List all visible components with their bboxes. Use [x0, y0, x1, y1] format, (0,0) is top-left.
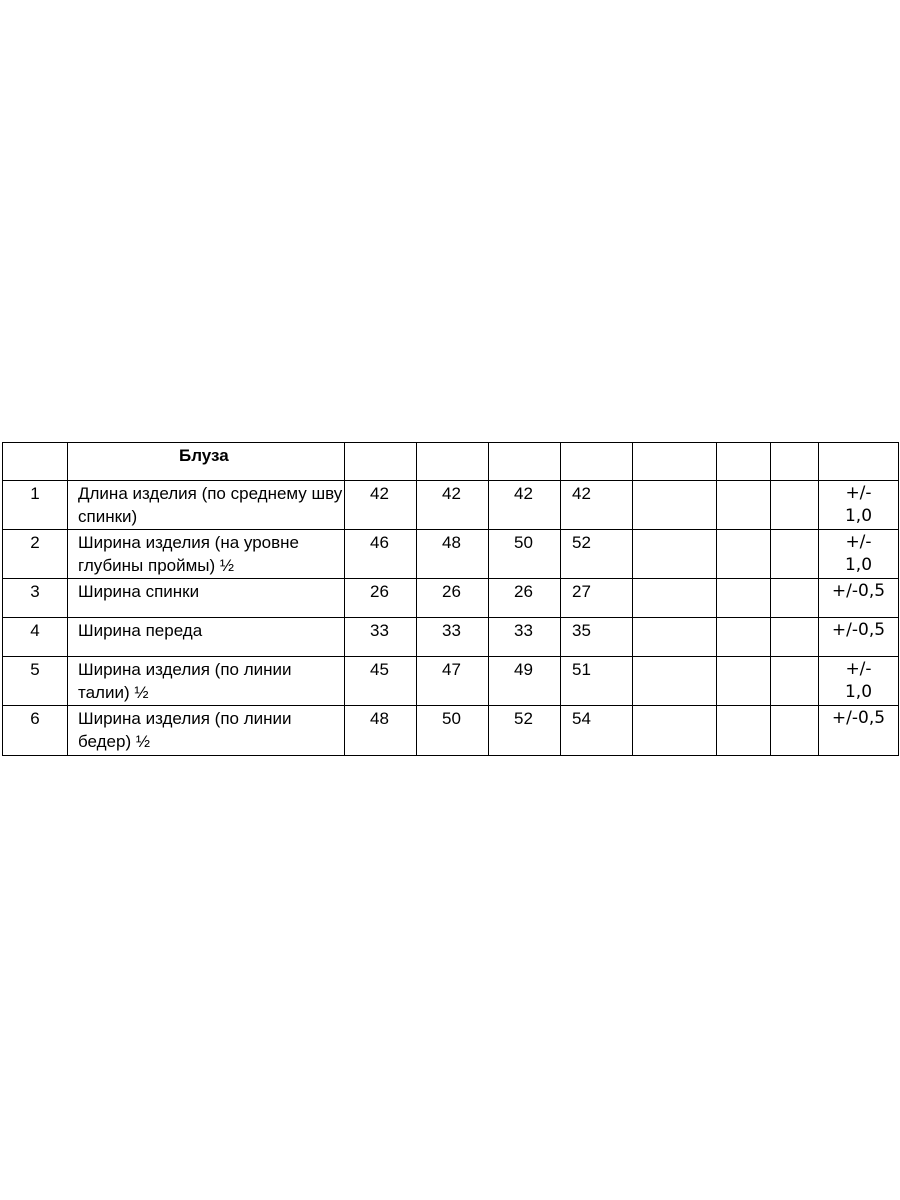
empty-cell: [717, 579, 771, 618]
size-value: 51: [561, 657, 633, 706]
measurement-name: Ширина переда: [68, 618, 345, 657]
tolerance-value: +/-0,5: [831, 581, 886, 601]
header-cell: [561, 443, 633, 481]
header-cell: [771, 443, 819, 481]
empty-cell: [717, 530, 771, 579]
header-cell: [633, 443, 717, 481]
measurement-name: Длина изделия (по среднему шву спинки): [68, 481, 345, 530]
tolerance-value: +/-0,5: [831, 708, 886, 728]
tolerance-cell: [819, 530, 899, 579]
header-cell-num: [3, 443, 68, 481]
header-cell: [489, 443, 561, 481]
tolerance-value: 1,0: [844, 682, 873, 702]
size-value: 52: [561, 530, 633, 579]
empty-cell: [633, 618, 717, 657]
size-value: 35: [561, 618, 633, 657]
tolerance-value: 1,0: [844, 506, 873, 526]
empty-cell: [771, 579, 819, 618]
empty-cell: [771, 481, 819, 530]
tolerance-value: 1,0: [844, 555, 873, 575]
measurement-name: Ширина изделия (по линии бедер) ½: [68, 706, 345, 756]
size-value: 33: [345, 618, 417, 657]
tolerance-cell: [819, 481, 899, 530]
row-number: 2: [3, 530, 68, 579]
table-title: Блуза: [68, 443, 345, 481]
measurement-name: Ширина изделия (по линии талии) ½: [68, 657, 345, 706]
tolerance-value: +/-: [845, 532, 872, 552]
size-value: 33: [417, 618, 489, 657]
empty-cell: [717, 481, 771, 530]
tolerance-cell: [819, 579, 899, 618]
empty-cell: [717, 618, 771, 657]
empty-cell: [771, 657, 819, 706]
size-value: 46: [345, 530, 417, 579]
size-value: 49: [489, 657, 561, 706]
size-value: 50: [489, 530, 561, 579]
table-row: [3, 579, 899, 618]
row-number: 3: [3, 579, 68, 618]
tolerance-cell: [819, 706, 899, 756]
size-value: 47: [417, 657, 489, 706]
size-value: 48: [345, 706, 417, 756]
tolerance-value: +/-: [845, 659, 872, 679]
empty-cell: [717, 657, 771, 706]
size-value: 42: [417, 481, 489, 530]
empty-cell: [717, 706, 771, 756]
size-value: 42: [345, 481, 417, 530]
size-value: 33: [489, 618, 561, 657]
size-value: 26: [417, 579, 489, 618]
row-number: 5: [3, 657, 68, 706]
row-number: 4: [3, 618, 68, 657]
tolerance-cell: [819, 618, 899, 657]
empty-cell: [633, 579, 717, 618]
table-row: [3, 481, 899, 530]
header-cell: [345, 443, 417, 481]
empty-cell: [633, 657, 717, 706]
table-row: [3, 618, 899, 657]
size-value: 45: [345, 657, 417, 706]
table-row: [3, 530, 899, 579]
size-value: 26: [489, 579, 561, 618]
size-value: 54: [561, 706, 633, 756]
tolerance-cell: [819, 657, 899, 706]
size-value: 48: [417, 530, 489, 579]
tolerance-value: +/-0,5: [831, 620, 886, 640]
header-row: [3, 443, 899, 481]
row-number: 6: [3, 706, 68, 756]
header-cell: [819, 443, 899, 481]
size-value: 26: [345, 579, 417, 618]
empty-cell: [771, 618, 819, 657]
empty-cell: [771, 706, 819, 756]
size-table: [2, 442, 899, 756]
measurement-name: Ширина изделия (на уровне глубины проймы) ½: [68, 530, 345, 579]
tolerance-value: +/-: [845, 483, 872, 503]
size-value: 42: [561, 481, 633, 530]
table-row: [3, 706, 899, 756]
size-value: 52: [489, 706, 561, 756]
size-value: 50: [417, 706, 489, 756]
header-cell: [717, 443, 771, 481]
row-number: 1: [3, 481, 68, 530]
size-value: 27: [561, 579, 633, 618]
size-value: 42: [489, 481, 561, 530]
measurement-name: Ширина спинки: [68, 579, 345, 618]
table-row: [3, 657, 899, 706]
empty-cell: [633, 706, 717, 756]
empty-cell: [633, 530, 717, 579]
empty-cell: [633, 481, 717, 530]
empty-cell: [771, 530, 819, 579]
header-cell: [417, 443, 489, 481]
